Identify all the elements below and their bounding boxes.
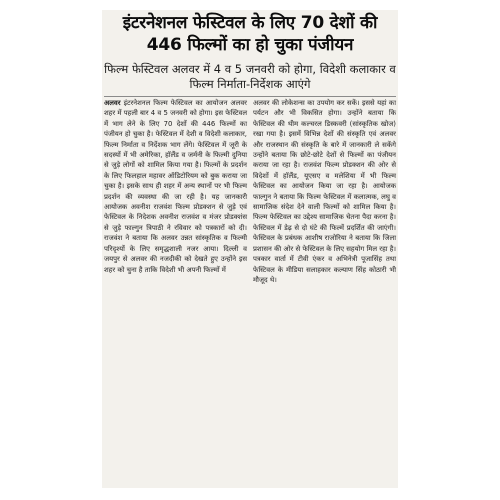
dateline: अलवर bbox=[104, 99, 121, 107]
article-column-2 bbox=[253, 98, 396, 285]
article-body bbox=[102, 97, 398, 285]
headline: इंटरनेशनल फेस्टिवल के लिए 70 देशों की 446 फिल्मों का हो चुका पंजीयन bbox=[122, 13, 378, 55]
column-2-text: अलवर की लोकेशन्स का उपयोग कर सकें। इससे यहां का पर्यटन और भी विकसित होगा। उन्होंने बताया कि फेस्टिवल की थीम कल्चरल डिस्कवरी (सांस्कृतिक खोज) रखा गया है। इसमें विभिन्न देशों की संस्कृति एवं अलवर और राजस्थान की संस्कृति के बारे में जानकारी ले सकेंगे उन्होंने बताया कि छोटे-छोटे देशों से फिल्मों का पंजीयन कराया जा रहा है। राजवंश फिल्म प्रोडक्शन की ओर से विदेशों में हॉलैंड, यूएसए व मलेशिया में भी फिल्म फेस्टिवल का आयोजन किया जा रहा है। आयोजक फाल्गुन ने बताया कि फिल्म फेस्टिवल में कलात्मक, लघु व सामाजिक संदेश देने वाली फिल्मों को शामिल किया है। फिल्म फेस्टिवल का उद्देश्य सामाजिक चेतना पैदा करना है। फेस्टिवल में डेढ़ से दो घंटे की फिल्में प्रदर्शित की जाएंगी। फेस्टिवल के प्रबंधक आशीष राजोरिया ने बताया कि जिला प्रशासन की ओर से फेस्टिवल के लिए सहयोग मिल रहा है। पत्रकार वार्ता में टीवी एंकर व अभिनेत्री पूजासिंह तथा फेस्टिवल के मीडिया सलाहकार कल्याण सिंह कोठारी भी मौजूद थे। bbox=[253, 99, 396, 284]
newspaper-clipping bbox=[102, 10, 398, 488]
article-column-1 bbox=[104, 98, 247, 285]
column-1-text: इंटरनेशनल फिल्म फेस्टिवल का आयोजन अलवर शहर में पहली बार 4 व 5 जनवरी को होगा। इस फेस्टिवल में भाग लेने के लिए 70 देशों की 446 फिल्मों का पंजीयन हो चुका है। फेस्टिवल में देशी व विदेशी कलाकार, फिल्म निर्माता व निर्देशक भाग लेंगे। फेस्टिवल में जूरी के सदस्यों में भी अमेरिका, हॉलैंड व जर्मनी के फिल्मी दुनिया से जुड़े लोगों को शामिल किया गया है। फिल्मों के प्रदर्शन के लिए फिलहाल महावर ऑडिटोरियम को बुक कराया जा चुका है। इसके साथ ही शहर में अन्य स्थानों पर भी फिल्म प्रदर्शन की व्यवस्था की जा रही है। यह जानकारी आयोजक अवनीश राजवंश फिल्म प्रोडक्शन से जुड़े एवं फेस्टिवल के निदेशक अवनीश राजवंश व मंजर प्रोडक्शंस से जुड़े फाल्गुन त्रिपाठी ने रविवार को पत्रकारों को दी। राजवंश ने बताया कि अलवर उन्नत सांस्कृतिक व फिल्मी परिदृश्यों के लिए समृद्धशाली नजर आया। दिल्ली व जयपुर से अलवर की नजदीकी को देखते हुए उन्होंने इस शहर को चुना है ताकि विदेशी भी अपनी फिल्मों में bbox=[104, 99, 247, 274]
subheadline: फिल्म फेस्टिवल अलवर में 4 व 5 जनवरी को होगा, विदेशी कलाकार व फिल्म निर्माता-निर्देशक आएंगे bbox=[104, 62, 396, 91]
